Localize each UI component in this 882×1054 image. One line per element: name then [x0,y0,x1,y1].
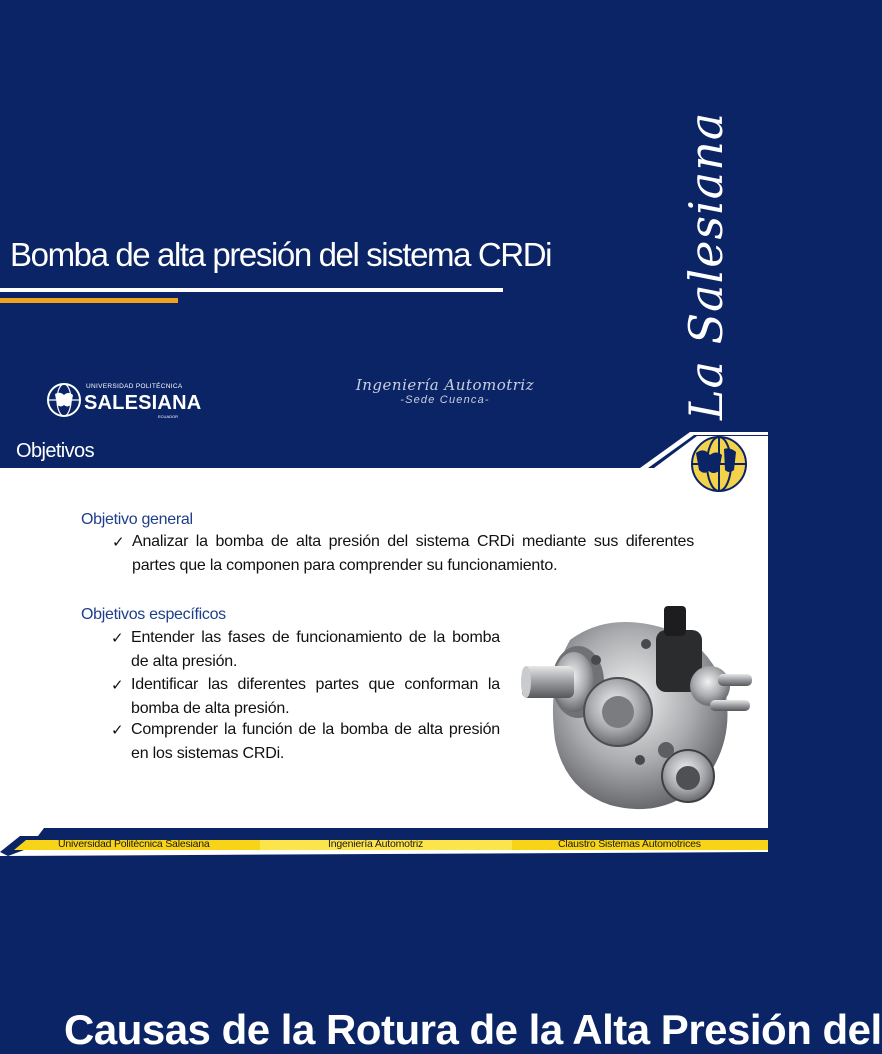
career-name: Ingeniería Automotriz [355,376,535,394]
checkmark-icon: ✓ [112,533,125,551]
objectives-slide [0,432,768,864]
checkmark-icon: ✓ [111,629,124,647]
career-signature [340,376,550,406]
specific-objectives-heading: Objetivos específicos [81,606,226,623]
general-objective-text: Analizar la bomba de alta presión del sistema CRDi mediante sus diferentes partes que la componen para comprender su funcionamiento. [132,533,694,574]
la-salesiana-text: La Salesiana [679,111,733,420]
ups-logo-line3: ECUADOR [158,414,179,419]
high-pressure-pump-image [520,600,756,816]
ups-logo-line2: SALESIANA [84,392,202,414]
list-item [111,718,500,766]
career-campus: -Sede Cuenca- [400,394,490,406]
footer-department: Claustro Sistemas Automotrices [558,838,701,850]
specific-objective-1: Entender las fases de funcionamiento de la bomba de alta presión. [131,629,500,670]
title-underline-white [0,288,503,292]
slide-title: Bomba de alta presión del sistema CRDi [10,236,552,273]
ups-logo-line1: UNIVERSIDAD POLITÉCNICA [86,383,183,390]
list-item [111,626,500,674]
footer-university: Universidad Politécnica Salesiana [58,838,210,850]
header-title: Objetivos [16,440,94,462]
checkmark-icon: ✓ [111,721,124,739]
title-slide [0,0,768,430]
title-underline-orange [0,298,178,303]
general-objective-heading: Objetivo general [81,511,193,528]
la-salesiana-brand [679,4,754,424]
objectives-content [0,432,768,864]
list-item [111,673,500,721]
ups-logo [46,381,202,421]
specific-objective-3: Comprender la función de la bomba de alta presión en los sistemas CRDi. [131,721,500,762]
ups-globe-icon [46,382,82,418]
specific-objective-2: Identificar las diferentes partes que conforman la bomba de alta presión. [131,676,500,717]
checkmark-icon: ✓ [111,676,124,694]
footer-career: Ingeniería Automotriz [328,838,424,850]
next-slide-heading: Causas de la Rotura de la Alta Presión del [64,1006,882,1053]
list-item [112,530,694,578]
